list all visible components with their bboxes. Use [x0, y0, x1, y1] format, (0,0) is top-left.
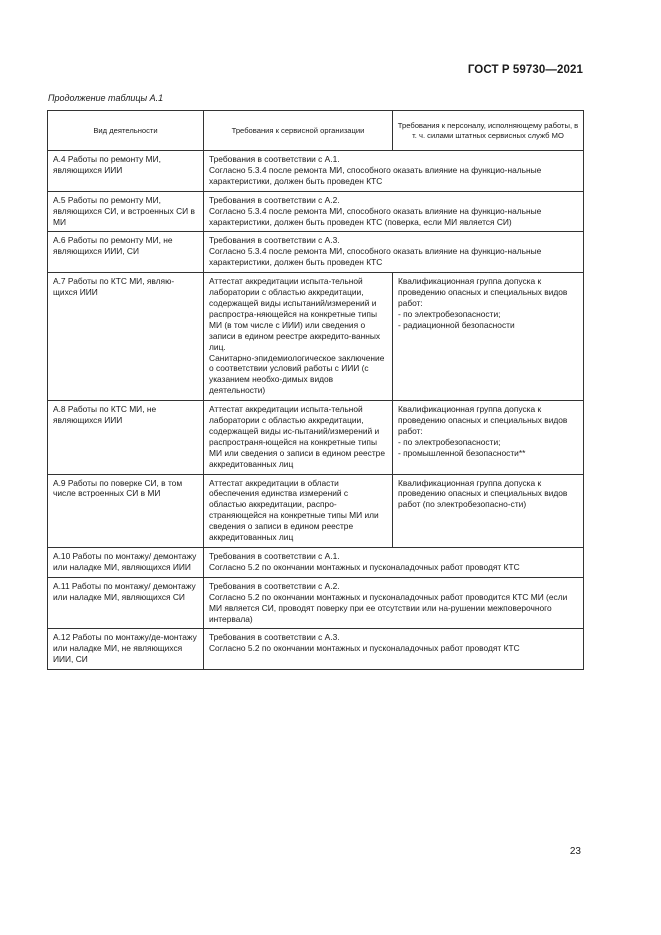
org-requirement-text: Согласно 5.2 по окончании монтажных и пусконаладочных работ проводят КТС [209, 561, 520, 572]
staff-requirements-cell [393, 401, 584, 474]
activity-cell: А.5 Работы по ремонту МИ, являющихся СИ, и встроенных СИ в МИ [48, 191, 204, 232]
standard-code: ГОСТ Р 59730—2021 [467, 64, 583, 76]
org-requirements-cell [204, 232, 584, 273]
table-row [48, 232, 584, 273]
org-requirement-text: Согласно 5.3.4 после ремонта МИ, способного оказать влияние на функцио-нальные характеристики, должен быть проведен КТС [209, 164, 542, 186]
table-row [48, 401, 584, 474]
org-requirement-text: Аттестат аккредитации в области обеспечения единства измерений с областью аккредитации, распро-страняющейся на конкретные типы МИ или сведения о записи в едином реестре аккредитованных лиц [209, 477, 379, 543]
activity-cell: А.6 Работы по ремонту МИ, не являющихся ИИИ, СИ [48, 232, 204, 273]
org-requirement-text: Требования в соответствии с А.3. [209, 235, 340, 246]
org-requirement-text: Согласно 5.3.4 после ремонта МИ, способного оказать влияние на функцио-нальные характеристики, должен быть проведен КТС [209, 246, 542, 268]
org-requirement-text: Аттестат аккредитации испыта-тельной лаборатории с областью аккредитации, содержащей виды испытаний/измерений и распростра-няющейся на конкретные типы МИ (в том числе с ИИИ) или сведения о записи в едином реестре аккредито-ванных лиц. [209, 276, 381, 352]
staff-requirement-text: - радиационной безопасности [398, 319, 515, 330]
org-requirements-cell [204, 273, 393, 401]
org-requirement-text: Санитарно-эпидемиологическое заключение о соответствии условий работы с ИИИ (с указанием необхо-димых видов деятельности) [209, 352, 385, 396]
staff-requirements-cell [393, 474, 584, 547]
table-row [48, 548, 584, 578]
activity-cell: А.12 Работы по монтажу/де-монтажу или наладке МИ, не являющихся ИИИ, СИ [48, 629, 204, 670]
table-row [48, 151, 584, 192]
activity-cell: А.7 Работы по КТС МИ, являю-щихся ИИИ [48, 273, 204, 401]
org-requirement-text: Согласно 5.3.4 после ремонта МИ, способного оказать влияние на функцио-нальные характеристики, должен быть проведен КТС (поверка, если МИ является СИ) [209, 205, 542, 227]
activity-cell: А.9 Работы по поверке СИ, в том числе встроенных СИ в МИ [48, 474, 204, 547]
org-requirements-cell [204, 548, 584, 578]
org-requirements-cell [204, 629, 584, 670]
column-header-staff-requirements: Требования к персоналу, исполняющему работы, в т. ч. силами штатных сервисных служб МО [393, 111, 584, 151]
staff-requirement-text: Квалификационная группа допуска к проведению опасных и специальных видов работ: [398, 404, 568, 436]
activity-cell: А.10 Работы по монтажу/ демонтажу или наладке МИ, являющихся ИИИ [48, 548, 204, 578]
org-requirements-cell [204, 191, 584, 232]
staff-requirement-text: - по электробезопасности; [398, 308, 501, 319]
column-header-activity: Вид деятельности [48, 111, 204, 151]
staff-requirement-text: Квалификационная группа допуска к проведению опасных и специальных видов работ: [398, 276, 568, 308]
table-row [48, 474, 584, 547]
table-row [48, 629, 584, 670]
table-row [48, 577, 584, 629]
org-requirement-text: Требования в соответствии с А.2. [209, 194, 340, 205]
org-requirement-text: Требования в соответствии с А.1. [209, 551, 340, 561]
page-number: 23 [569, 846, 581, 857]
table-row [48, 191, 584, 232]
column-header-org-requirements: Требования к сервисной организации [204, 111, 393, 151]
activity-cell: А.11 Работы по монтажу/ демонтажу или наладке МИ, являющихся СИ [48, 577, 204, 629]
staff-requirement-text: - промышленной безопасности** [398, 447, 526, 458]
org-requirements-cell [204, 401, 393, 474]
org-requirements-cell [204, 474, 393, 547]
org-requirement-text: Требования в соответствии с А.3. [209, 632, 340, 643]
org-requirement-text: Требования в соответствии с А.2. [209, 580, 340, 591]
org-requirement-text: Аттестат аккредитации испыта-тельной лаборатории с областью аккредитации, содержащей виды ис-пытаний/измерений и распространя-ющейся на конкретные типы МИ или сведения о записи в едином реестре аккредитованных лиц [209, 404, 386, 469]
staff-requirement-text: - по электробезопасности; [398, 436, 501, 447]
org-requirements-cell [204, 151, 584, 192]
requirements-table [47, 110, 584, 670]
org-requirement-text: Согласно 5.2 по окончании монтажных и пусконаладочных работ проводится КТС МИ (если МИ является СИ, проводят поверку при ее отсутствии или на-рушении межповерочного интервала) [209, 591, 568, 624]
table-continuation-caption: Продолжение таблицы А.1 [48, 93, 164, 103]
table-row [48, 273, 584, 401]
org-requirement-text: Требования в соответствии с А.1. [209, 154, 340, 164]
org-requirements-cell [204, 577, 584, 629]
staff-requirements-cell [393, 273, 584, 401]
activity-cell: А.8 Работы по КТС МИ, не являющихся ИИИ [48, 401, 204, 474]
staff-requirement-text: Квалификационная группа допуска к проведению опасных и специальных видов работ (по электробезопасно-сти) [398, 477, 568, 510]
table-header-row [48, 111, 584, 151]
org-requirement-text: Согласно 5.2 по окончании монтажных и пусконаладочных работ проводят КТС [209, 643, 520, 654]
activity-cell: А.4 Работы по ремонту МИ, являющихся ИИИ [48, 151, 204, 192]
